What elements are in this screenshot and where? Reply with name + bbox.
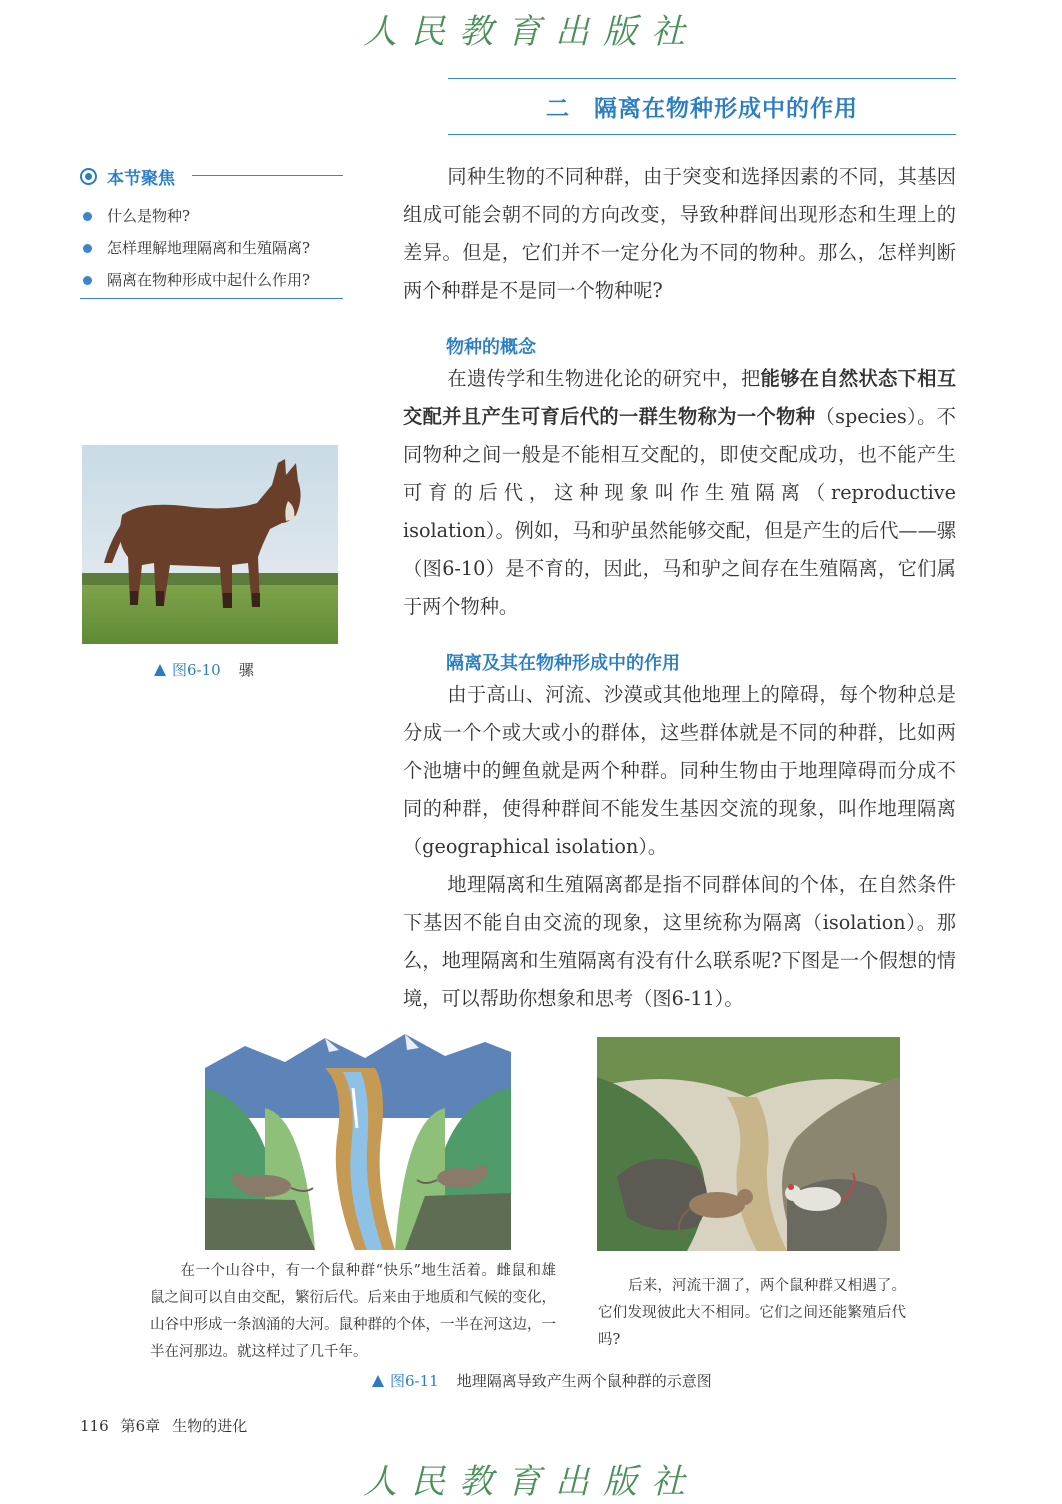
focus-box-title [80,164,175,189]
focus-item: 隔离在物种形成中起什么作用? [80,264,345,296]
focus-item: 怎样理解地理隔离和生殖隔离? [80,232,345,264]
triangle-marker-icon [154,664,166,676]
river-valley-illustration [205,1028,511,1250]
focus-item: 什么是物种? [80,200,345,232]
mule-photo [82,445,338,644]
bullet-icon [83,212,92,221]
figure-6-11-right-caption: 后来，河流干涸了，两个鼠种群又相遇了。它们发现彼此大不相同。它们之间还能繁殖后代吗? [598,1278,906,1348]
title-rule-top [448,78,956,79]
dry-valley-illustration [597,1037,900,1251]
target-icon [80,168,97,185]
isolation-heading: 隔离及其在物种形成中的作用 [446,653,680,674]
page-footer [80,1415,259,1436]
isolation-paragraph-1: 由于高山、河流、沙漠或其他地理上的障碍，每个物种总是分成一个个或大或小的群体，这些群体就是不同的种群，比如两个池塘中的鲤鱼就是两个种群。同种生物由于地理障碍而分成不同的种群，使得种群间不能发生基因交流的现象，叫作地理隔离（geographical isolation）。 [403,683,956,858]
publisher-watermark-top: 人民教育出版社 [363,12,699,52]
focus-box-title-rule [192,175,343,176]
figure-6-10-caption: 图6-10 骡 [154,659,254,680]
figure-6-11-caption: 图6-11 地理隔离导致产生两个鼠种群的示意图 [372,1370,712,1391]
species-concept-paragraph: 在遗传学和生物进化论的研究中，把能够在自然状态下相互交配并且产生可育后代的一群生物称为一个物种（species）。不同物种之间一般是不能相互交配的，即使交配成功，也不能产生可育的后代，这种现象叫作生殖隔离（reproductive isolation）。例如，马和驴虽然能够交配，但是产生的后代——骡（图6-10）是不育的，因此，马和驴之间存在生殖隔离，它们属于两个物种。 [403,367,957,618]
focus-box-bottom-rule [80,298,343,299]
bullet-icon [83,244,92,253]
chapter-number: 第6章 [120,1417,161,1435]
triangle-marker-icon [372,1375,384,1387]
chapter-title: 生物的进化 [172,1417,248,1435]
isolation-paragraph-2: 地理隔离和生殖隔离都是指不同群体间的个体，在自然条件下基因不能自由交流的现象，这里统称为隔离（isolation）。那么，地理隔离和生殖隔离有没有什么联系呢?下图是一个假想的情境，可以帮助你想象和思考（图6-11）。 [403,873,956,1010]
page-number: 116 [80,1417,109,1435]
title-rule-bottom [448,134,956,135]
figure-6-11-left-caption: 在一个山谷中，有一个鼠种群“快乐”地生活着。雌鼠和雄鼠之间可以自由交配，繁衍后代。后来由于地质和气候的变化，山谷中形成一条汹涌的大河。鼠种群的个体，一半在河这边，一半在河那边。就这样过了几千年。 [150,1263,556,1360]
bullet-icon [83,276,92,285]
focus-box-list [80,200,345,296]
focus-box-title-text: 本节聚焦 [107,169,175,189]
section-title: 二 隔离在物种形成中的作用 [546,96,858,122]
publisher-watermark-bottom: 人民教育出版社 [363,1462,699,1502]
species-definition: 能够在自然状态下相互交配并且产生可育后代的一群生物称为一个物种 [403,367,957,428]
species-concept-heading: 物种的概念 [446,337,536,358]
intro-paragraph: 同种生物的不同种群，由于突变和选择因素的不同，其基因组成可能会朝不同的方向改变，导致种群间出现形态和生理上的差异。但是，它们并不一定分化为不同的物种。那么，怎样判断两个种群是不是同一个物种呢? [403,165,956,302]
